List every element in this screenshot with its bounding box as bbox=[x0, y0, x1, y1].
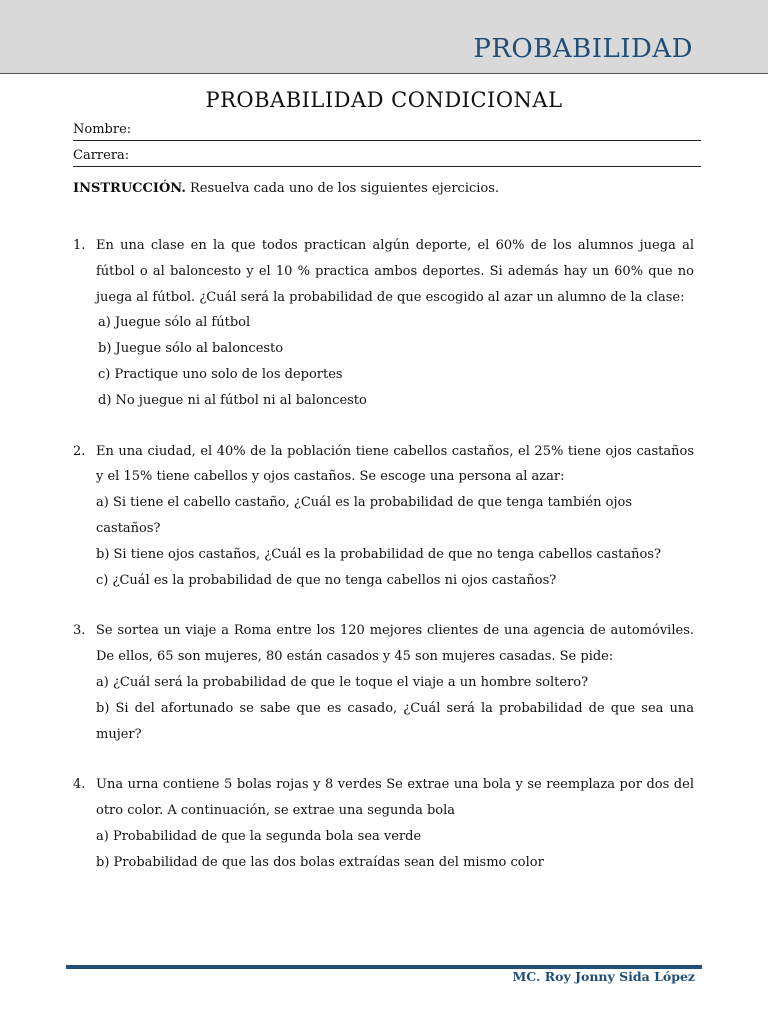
exercise-item: b) Probabilidad de que las dos bolas extraídas sean del mismo color bbox=[96, 854, 544, 870]
exercise-item: c) ¿Cuál es la probabilidad de que no tenga cabellos ni ojos castaños? bbox=[96, 572, 557, 588]
exercise-stem: En una clase en la que todos practican algún deporte, el 60% de los alumnos juega al fútbol o al baloncesto y el 10 % practica ambos deportes. Si además hay un 60% que no juega al fútbol. ¿Cuál será la probabilidad de que escogido al azar un alumno de la clase: bbox=[96, 238, 694, 305]
instruction-text: Resuelva cada uno de los siguientes ejercicios. bbox=[185, 181, 500, 196]
exercise-number: 2. bbox=[73, 443, 86, 459]
instruction bbox=[73, 181, 499, 196]
exercise-stem: Se sortea un viaje a Roma entre los 120 mejores clientes de una agencia de automóviles. De ellos, 65 son mujeres, 80 están casados y 45 son mujeres casadas. Se pide: bbox=[96, 623, 694, 665]
page-title: PROBABILIDAD CONDICIONAL bbox=[205, 88, 563, 112]
carrera-label: Carrera: bbox=[73, 148, 130, 163]
exercise-item: a) Juegue sólo al fútbol bbox=[98, 315, 251, 331]
exercise-3 bbox=[73, 618, 694, 747]
header-band bbox=[0, 0, 768, 74]
exercise-item: b) Si tiene ojos castaños, ¿Cuál es la probabilidad de que no tenga cabellos castaños? bbox=[96, 546, 661, 562]
exercise-stem: Una urna contiene 5 bolas rojas y 8 verdes Se extrae una bola y se reemplaza por dos del otro color. A continuación, se extrae una segunda bola bbox=[96, 777, 694, 819]
exercise-item: a) Si tiene el cabello castaño, ¿Cuál es la probabilidad de que tenga también ojos castaños? bbox=[96, 495, 632, 536]
exercise-stem: En una ciudad, el 40% de la población tiene cabellos castaños, el 25% tiene ojos castaños y el 15% tiene cabellos y ojos castaños. Se escoge una persona al azar: bbox=[96, 443, 694, 485]
nombre-label: Nombre: bbox=[73, 122, 132, 137]
exercise-list bbox=[73, 233, 694, 901]
carrera-field[interactable] bbox=[73, 146, 701, 167]
instruction-label: INSTRUCCIÓN. bbox=[73, 181, 186, 196]
exercise-number: 1. bbox=[73, 238, 86, 253]
exercise-item: c) Practique uno solo de los deportes bbox=[98, 366, 343, 382]
exercise-2 bbox=[73, 439, 694, 594]
exercise-item: b) Si del afortunado se sabe que es casado, ¿Cuál será la probabilidad de que sea una mujer? bbox=[96, 700, 694, 742]
exercise-item: d) No juegue ni al fútbol ni al baloncesto bbox=[98, 392, 367, 408]
header-title: PROBABILIDAD bbox=[473, 34, 693, 64]
exercise-item: b) Juegue sólo al baloncesto bbox=[98, 341, 284, 357]
exercise-number: 4. bbox=[73, 777, 86, 793]
nombre-field[interactable] bbox=[73, 120, 701, 141]
exercise-item: a) ¿Cuál será la probabilidad de que le toque el viaje a un hombre soltero? bbox=[96, 674, 589, 690]
footer-author: MC. Roy Jonny Sida López bbox=[512, 969, 695, 984]
exercise-1 bbox=[73, 233, 694, 414]
exercise-4 bbox=[73, 772, 694, 875]
exercise-number: 3. bbox=[73, 623, 86, 639]
exercise-item: a) Probabilidad de que la segunda bola sea verde bbox=[96, 828, 422, 844]
